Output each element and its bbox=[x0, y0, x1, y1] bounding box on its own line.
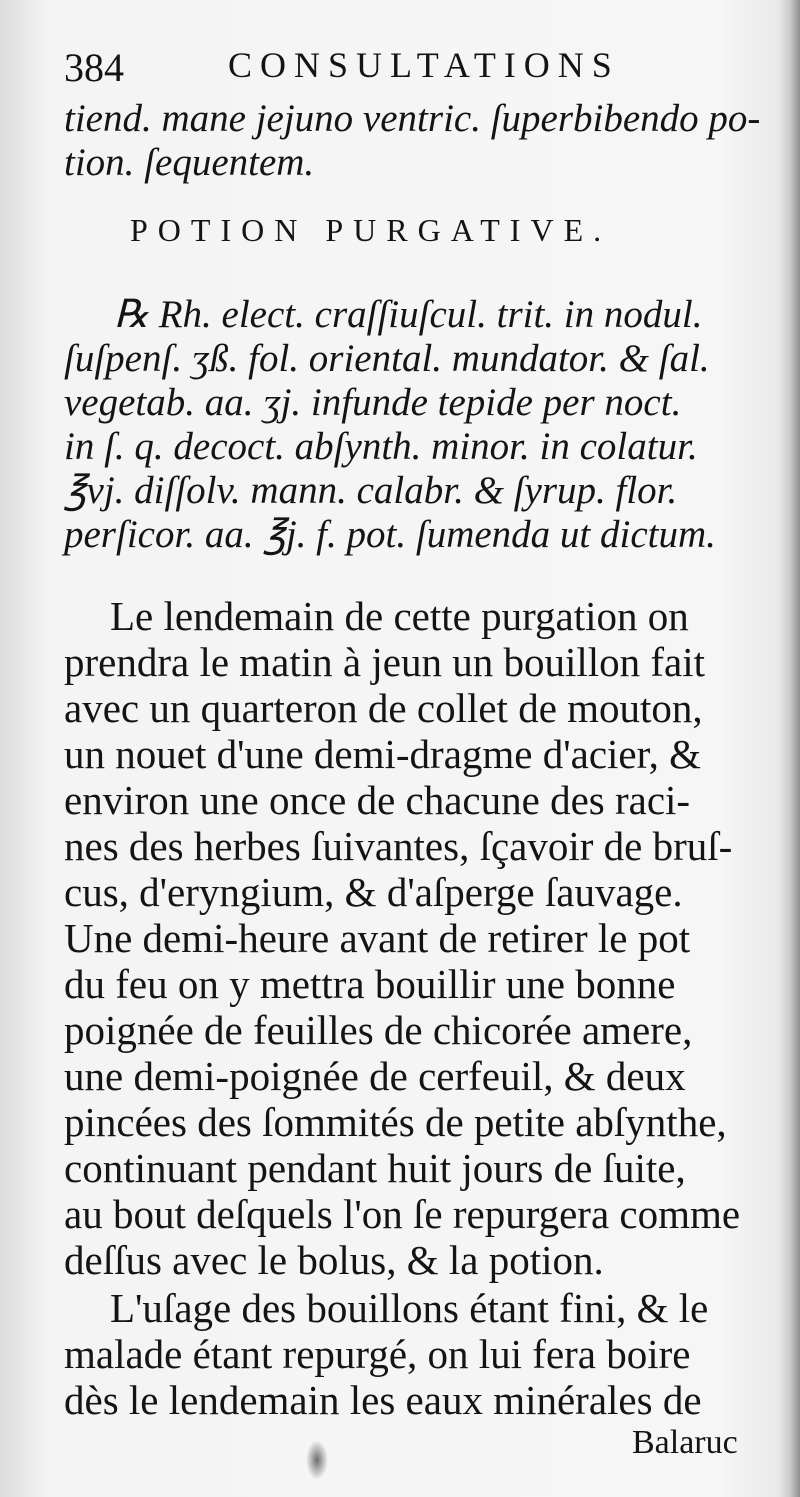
body-line: dès le lendemain les eaux minérales de bbox=[64, 1377, 702, 1423]
body-line: au bout deſquels l'on ſe repurgera comme bbox=[64, 1191, 741, 1237]
prescription-line: ℞ Rh. elect. craſſiuſcul. trit. in nodul. bbox=[114, 293, 703, 336]
intro-line: tion. ſequentem. bbox=[64, 141, 315, 184]
body-line: continuant pendant huit jours de ſuite, bbox=[64, 1145, 686, 1191]
ink-stain bbox=[306, 1440, 328, 1480]
page-edge-shadow bbox=[778, 0, 800, 1497]
body-line: environ une once de chacune des raci- bbox=[64, 777, 691, 823]
body-line: cus, d'eryngium, & d'aſperge ſauvage. bbox=[64, 869, 683, 915]
intro-line: tiend. mane jejuno ventric. ſuperbibendo po- bbox=[64, 97, 761, 140]
running-title: CONSULTATIONS bbox=[228, 45, 620, 85]
prescription-line: ℥vj. diſſolv. mann. calabr. & ſyrup. flor. bbox=[64, 469, 678, 512]
body-line: poignée de feuilles de chicorée amere, bbox=[64, 1007, 693, 1053]
prescription-line: vegetab. aa. ʒj. infunde tepide per noct. bbox=[64, 381, 682, 424]
body-line: Une demi-heure avant de retirer le pot bbox=[64, 915, 691, 961]
section-title: POTION PURGATIVE. bbox=[130, 212, 612, 248]
body-line: une demi-poignée de cerfeuil, & deux bbox=[64, 1053, 686, 1099]
prescription-line: in ſ. q. decoct. abſynth. minor. in colatur. bbox=[64, 425, 698, 468]
page-number: 384 bbox=[64, 45, 124, 90]
catchword: Balaruc bbox=[632, 1424, 738, 1461]
body-line: pincées des ſommités de petite abſynthe, bbox=[64, 1099, 727, 1145]
body-line: L'uſage des bouillons étant fini, & le bbox=[110, 1285, 709, 1331]
body-line: Le lendemain de cette purgation on bbox=[110, 593, 689, 639]
body-line: avec un quarteron de collet de mouton, bbox=[64, 685, 703, 731]
prescription-line: ſuſpenſ. ʒß. fol. oriental. mundator. & ſal. bbox=[64, 337, 710, 380]
body-line: prendra le matin à jeun un bouillon fait bbox=[64, 639, 706, 685]
prescription-line: perſicor. aa. ℥j. f. pot. ſumenda ut dictum. bbox=[64, 513, 716, 556]
body-line: malade étant repurgé, on lui fera boire bbox=[64, 1331, 691, 1377]
body-line: un nouet d'une demi-dragme d'acier, & bbox=[64, 731, 702, 777]
body-line: nes des herbes ſuivantes, ſçavoir de bruſ- bbox=[64, 823, 733, 869]
body-line: deſſus avec le bolus, & la potion. bbox=[64, 1237, 604, 1283]
body-line: du feu on y mettra bouillir une bonne bbox=[64, 961, 676, 1007]
